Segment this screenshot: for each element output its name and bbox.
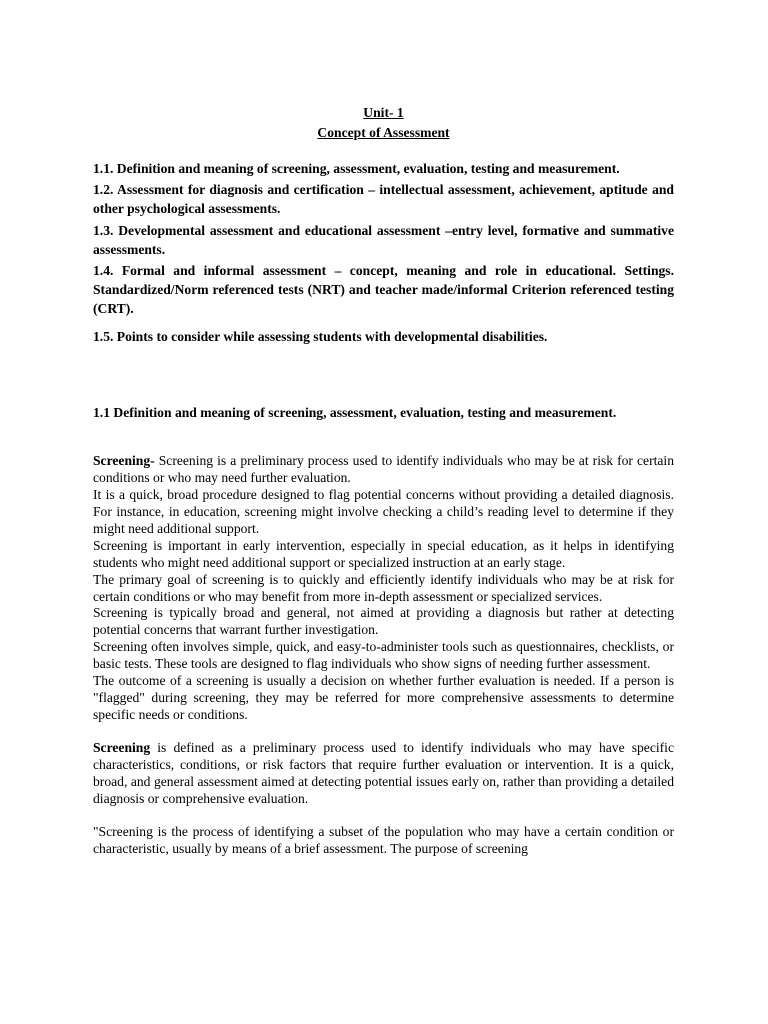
outline-item-1-4: 1.4. Formal and informal assessment – concept, meaning and role in educational. Settings. Standardized/Norm referenced tests (NRT) and teacher made/informal Criterion referenced testing (CRT). (93, 263, 674, 317)
unit-subtitle: Concept of Assessment (317, 125, 450, 140)
body-line-2: Screening is important in early intervention, especially in special education, as it helps in identifying students who might need additional support or specialized instruction at an early stage. (93, 537, 674, 570)
screening-intro-text: Screening is a preliminary process used to identify individuals who may be at risk for certain conditions or who may need further evaluation. (93, 453, 674, 486)
outline-item-1-5: 1.5. Points to consider while assessing students with developmental disabilities. (93, 328, 548, 344)
body-line-4: Screening is typically broad and general, not aimed at providing a diagnosis but rather at detecting potential concerns that warrant further investigation. (93, 605, 674, 638)
section-body (93, 453, 674, 858)
body-line-6: The outcome of a screening is usually a decision on whether further evaluation is needed. If a person is "flagged" during screening, they may be referred for more comprehensive assessments to determine specific needs or conditions. (93, 673, 674, 722)
screening-intro-paragraph (93, 453, 674, 487)
body-line-1: It is a quick, broad procedure designed to flag potential concerns without providing a detailed diagnosis. For instance, in education, screening might involve checking a child’s reading level to determine if they might need additional support. (93, 487, 674, 536)
body-line-3: The primary goal of screening is to quickly and efficiently identify individuals who may be at risk for certain conditions or who may benefit from more in-depth assessment or specialized services. (93, 571, 674, 604)
screening-definition-text: is defined as a preliminary process used to identify individuals who may have specific characteristics, conditions, or risk factors that require further evaluation or intervention. It is a quick, broad, and general assessment aimed at detecting potential issues early on, rather than providing a detailed diagnosis or comprehensive evaluation. (93, 740, 674, 807)
unit-title: Unit- 1 (363, 105, 404, 120)
screening-definition-term: Screening (93, 740, 151, 756)
screening-term: Screening- (93, 453, 155, 469)
document-page (93, 103, 674, 858)
unit-outline (93, 159, 674, 346)
outline-item-1-1: 1.1. Definition and meaning of screening, assessment, evaluation, testing and measurement. (93, 161, 620, 176)
section-heading: 1.1 Definition and meaning of screening, assessment, evaluation, testing and measurement. (93, 404, 617, 420)
screening-quote-paragraph: "Screening is the process of identifying a subset of the population who may have a certain condition or characteristic, usually by means of a brief assessment. The purpose of screening (93, 824, 674, 857)
outline-item-1-3: 1.3. Developmental assessment and educational assessment –entry level, formative and summative assessments. (93, 222, 674, 257)
body-line-5: Screening often involves simple, quick, and easy-to-administer tools such as questionnaires, checklists, or basic tests. These tools are designed to flag individuals who show signs of needing further assessment. (93, 639, 674, 672)
outline-item-1-2: 1.2. Assessment for diagnosis and certification – intellectual assessment, achievement, aptitude and other psychological assessments. (93, 182, 674, 217)
screening-definition-paragraph (93, 740, 674, 808)
